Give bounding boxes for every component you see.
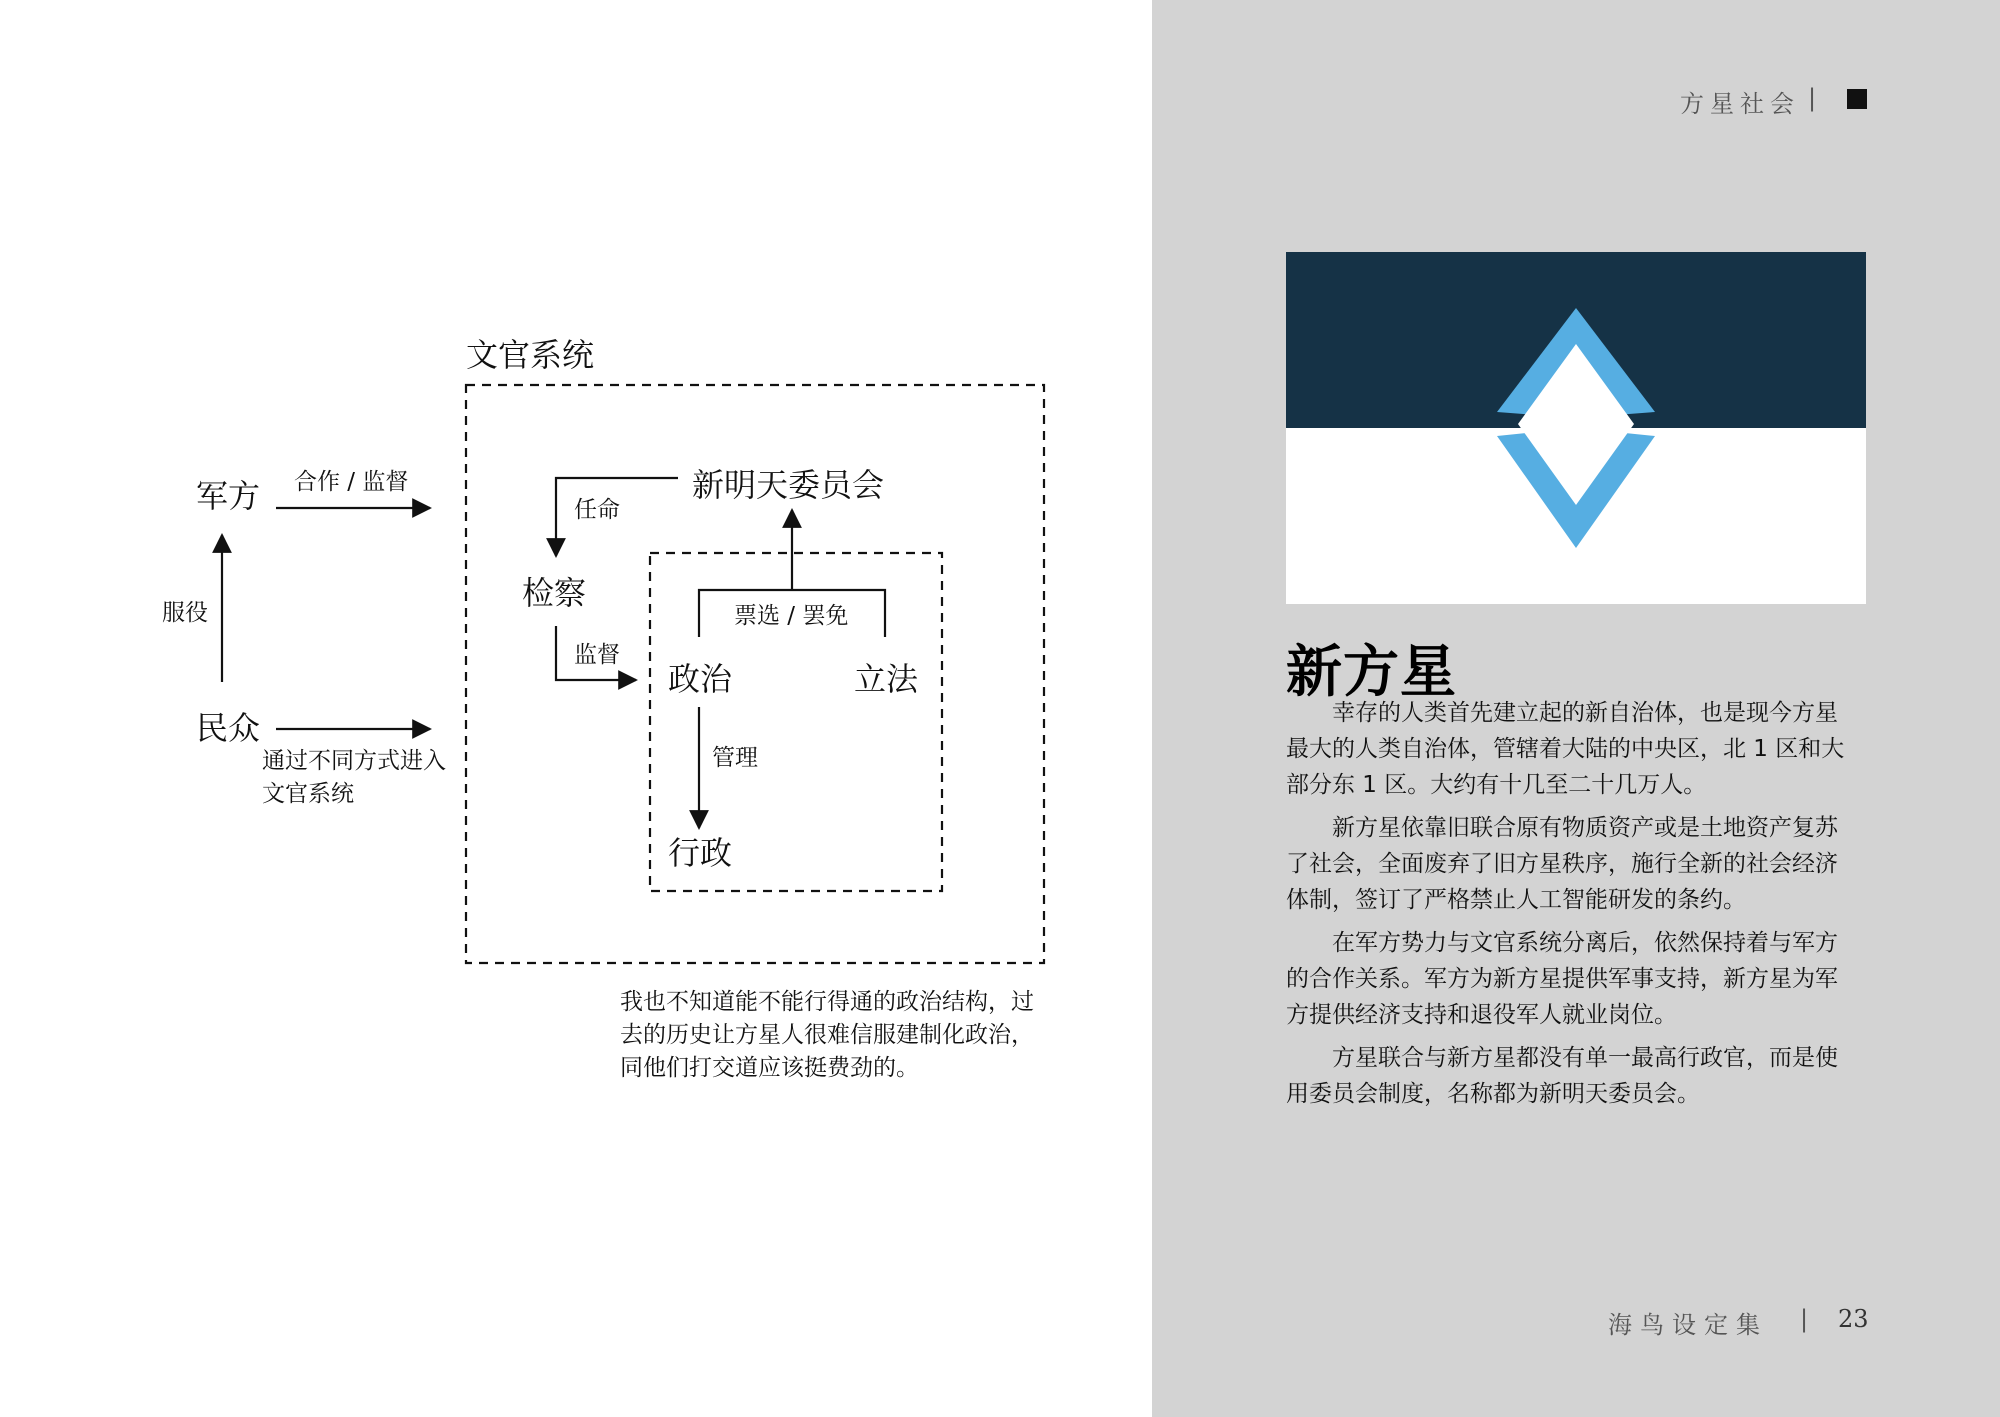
label-supervise: 监督 — [574, 642, 620, 668]
header-separator: | — [1808, 84, 1823, 112]
label-enter-via: 通过不同方式进入文官系统 — [262, 748, 446, 807]
footer-separator: | — [1800, 1305, 1817, 1333]
paragraph-1: 幸存的人类首先建立起的新自治体，也是现今方星最大的人类自治体，管辖着大陆的中央区，北 1 区和大部分东 1 区。大约有十几至二十几万人。 — [1286, 700, 1845, 798]
section-body — [1286, 695, 1856, 1119]
page-number: 23 — [1838, 1305, 1869, 1333]
label-vote-recall: 票选 / 罢免 — [734, 603, 849, 629]
header-square-icon — [1847, 89, 1867, 109]
section-title: 新方星 — [1286, 640, 1457, 705]
paragraph-2: 新方星依靠旧联合原有物质资产或是土地资产复苏了社会，全面废弃了旧方星秩序，施行全新的社会经济体制，签订了严格禁止人工智能研发的条约。 — [1286, 815, 1838, 913]
label-cooperate-supervise: 合作 / 监督 — [294, 469, 409, 495]
civil-system-title: 文官系统 — [466, 336, 595, 374]
diagram-note: 我也不知道能不能行得通的政治结构，过去的历史让方星人很难信服建制化政治，同他们打交道应该挺费劲的。 — [620, 989, 1034, 1081]
paragraph-3: 在军方势力与文官系统分离后，依然保持着与军方的合作关系。军方为新方星提供军事支持，新方星为军方提供经济支持和退役军人就业岗位。 — [1286, 930, 1838, 1028]
node-politics: 政治 — [668, 660, 733, 698]
label-manage: 管理 — [712, 745, 758, 771]
paragraph-4: 方星联合与新方星都没有单一最高行政官，而是使用委员会制度，名称都为新明天委员会。 — [1286, 1045, 1838, 1107]
node-committee: 新明天委员会 — [692, 466, 885, 504]
label-serve: 服役 — [162, 600, 208, 626]
node-legislation: 立法 — [854, 660, 919, 698]
new-fangxing-flag — [1286, 252, 1866, 604]
node-military: 军方 — [196, 477, 261, 515]
header-title: 方星社会 — [1680, 90, 1800, 118]
node-administration: 行政 — [668, 834, 733, 872]
label-appoint: 任命 — [574, 497, 620, 523]
node-procuratorate: 检察 — [522, 574, 587, 612]
footer-book-title: 海鸟设定集 — [1608, 1311, 1768, 1339]
node-populace: 民众 — [196, 709, 261, 747]
